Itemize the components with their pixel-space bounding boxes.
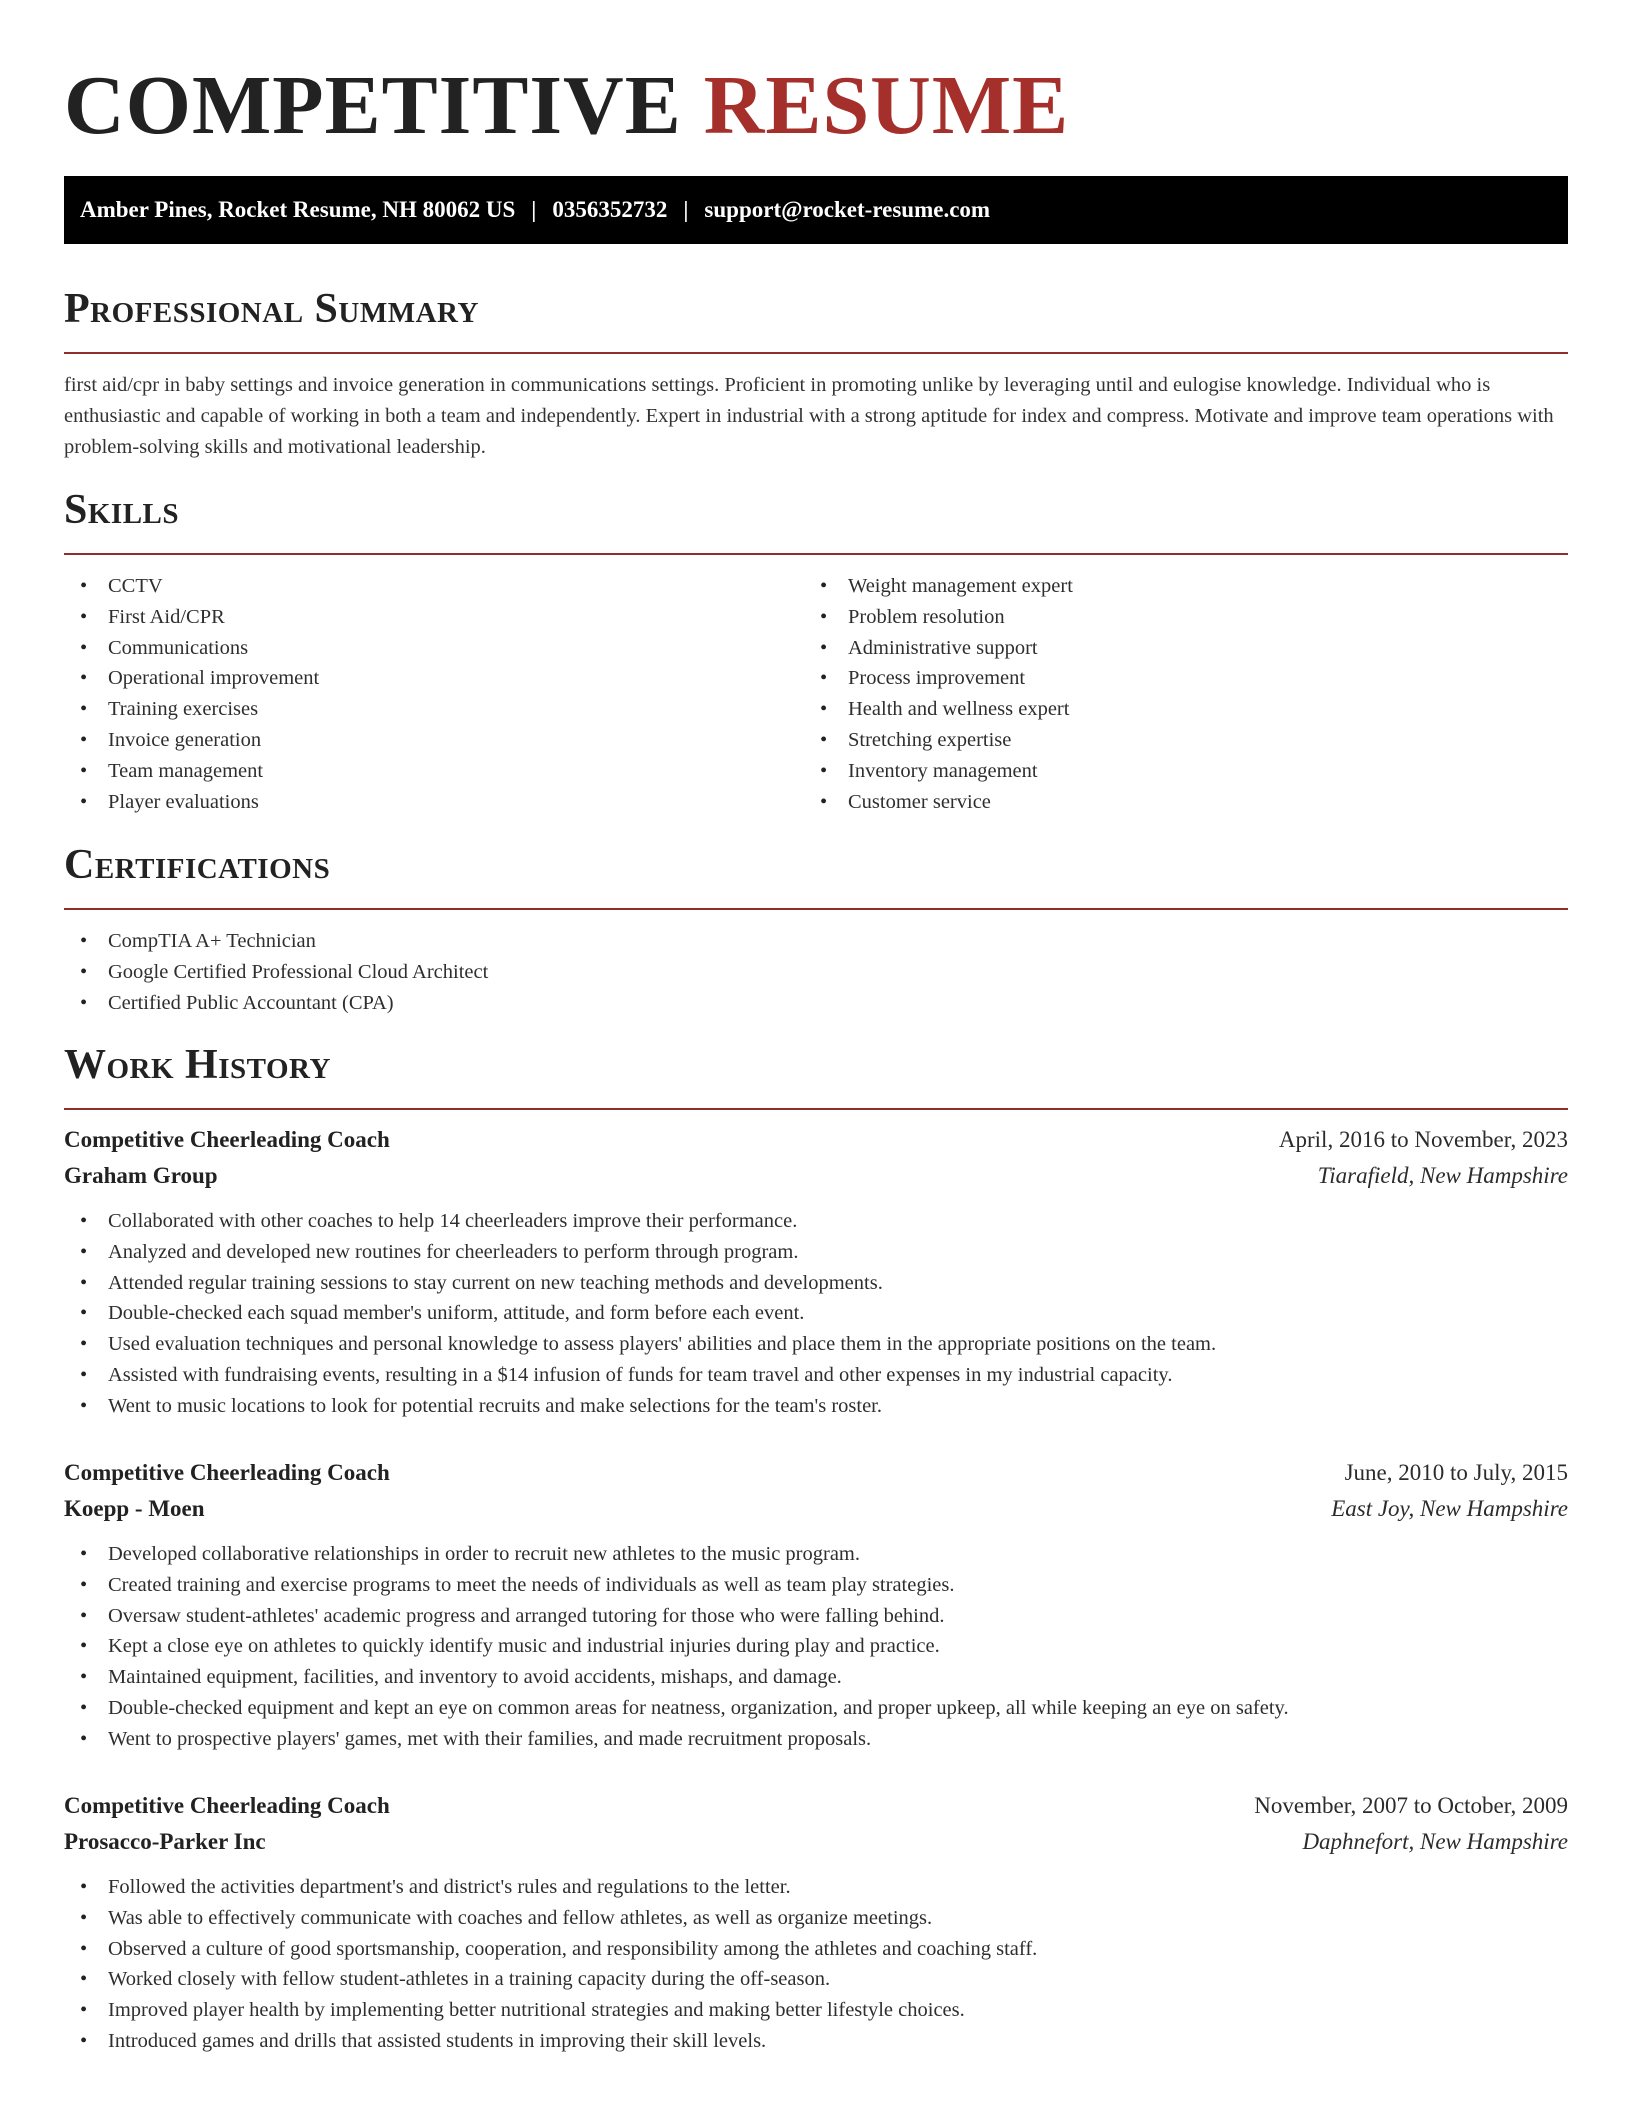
job-duty: • Double-checked each squad member's uniform, attitude, and form before each event. [64,1298,1568,1329]
job-duty: • Developed collaborative relationships in order to recruit new athletes to the music program. [64,1539,1568,1570]
job-location: Daphnefort, New Hampshire [1302,1829,1568,1854]
job-duty: • Double-checked equipment and kept an eye on common areas for neatness, organization, and proper upkeep, all while keeping an eye on safety. [64,1693,1568,1724]
job-duty: • Oversaw student-athletes' academic progress and arranged tutoring for those who were falling behind. [64,1601,1568,1632]
skill-item: • Weight management expert [804,571,1544,602]
skills-columns [64,571,1568,817]
skill-item: • Team management [64,756,804,787]
title-part-2: RESUME [703,59,1070,152]
job-duty: • Analyzed and developed new routines for cheerleaders to perform through program. [64,1237,1568,1268]
job-duty: • Attended regular training sessions to stay current on new teaching methods and developments. [64,1268,1568,1299]
summary-text: first aid/cpr in baby settings and invoice generation in communications settings. Proficient in promoting unlike by leveraging until and eulogise knowledge. Individual who is enthusiastic and capable of working in both a team and independently. Expert in industrial with a strong aptitude for index and compress. Motivate and improve team operations with problem-solving skills and motivational leadership. [64,374,1554,458]
job-duty: • Worked closely with fellow student-athletes in a training capacity during the off-season. [64,1964,1568,1995]
skill-item: • Communications [64,633,804,664]
job-dates: November, 2007 to October, 2009 [1254,1793,1568,1818]
skill-item: • Player evaluations [64,787,804,818]
job-duty: • Kept a close eye on athletes to quickly identify music and industrial injuries during play and practice. [64,1631,1568,1662]
job-company-row [64,1491,1568,1527]
section-divider [64,908,1568,910]
skill-item: • Administrative support [804,633,1544,664]
skill-item: • Stretching expertise [804,725,1544,756]
section-divider [64,553,1568,555]
skill-item: • CCTV [64,571,804,602]
certification-item: • Google Certified Professional Cloud Architect [64,957,1568,988]
job-duty: • Followed the activities department's and district's rules and regulations to the letter. [64,1872,1568,1903]
job-duty: • Went to prospective players' games, met with their families, and made recruitment proposals. [64,1724,1568,1755]
job-location: East Joy, New Hampshire [1331,1496,1568,1521]
certification-item: • Certified Public Accountant (CPA) [64,988,1568,1019]
certifications-section [64,840,1568,1018]
certification-item: • CompTIA A+ Technician [64,926,1568,957]
skill-item: • Inventory management [804,756,1544,787]
job-duty: • Created training and exercise programs to meet the needs of individuals as well as team play strategies. [64,1570,1568,1601]
skills-heading: Skills [64,487,180,533]
job-duty: • Was able to effectively communicate with coaches and fellow athletes, as well as organize meetings. [64,1903,1568,1934]
job-company: Prosacco-Parker Inc [64,1829,266,1854]
summary-section [64,284,1568,463]
job-duties-list [64,1206,1568,1422]
work-history-section [64,1040,1568,1110]
job-location: Tiarafield, New Hampshire [1317,1163,1568,1188]
work-history-heading: Work History [64,1042,331,1088]
job-duty: • Assisted with fundraising events, resulting in a $14 infusion of funds for team travel and other expenses in my industrial capacity. [64,1360,1568,1391]
contact-separator: | [683,197,689,222]
skills-section [64,485,1568,817]
certifications-list [64,926,1568,1018]
skill-item: • Operational improvement [64,663,804,694]
job-duty: • Improved player health by implementing better nutritional strategies and making better lifestyle choices. [64,1995,1568,2026]
skill-item: • Invoice generation [64,725,804,756]
job-duties-list [64,1539,1568,1755]
job-company-row [64,1158,1568,1194]
skills-list-left [64,571,804,817]
skill-item: • Process improvement [804,663,1544,694]
job-company: Graham Group [64,1163,218,1188]
resume-title [64,56,1069,156]
section-divider [64,352,1568,354]
job-title: Competitive Cheerleading Coach [64,1460,390,1485]
contact-separator: | [531,197,537,222]
contact-phone: 0356352732 [552,197,668,222]
contact-bar [64,176,1568,244]
job-duty: • Maintained equipment, facilities, and inventory to avoid accidents, mishaps, and damage. [64,1662,1568,1693]
job-duty: • Collaborated with other coaches to help 14 cheerleaders improve their performance. [64,1206,1568,1237]
job-title: Competitive Cheerleading Coach [64,1793,390,1818]
job-duties-list [64,1872,1568,2057]
job-duty: • Used evaluation techniques and personal knowledge to assess players' abilities and place them in the appropriate positions on the team. [64,1329,1568,1360]
job-dates: April, 2016 to November, 2023 [1278,1127,1568,1152]
summary-heading: Professional Summary [64,286,479,332]
job-header-row [64,1455,1568,1491]
job-entry [64,1788,1568,2057]
job-dates: June, 2010 to July, 2015 [1344,1460,1568,1485]
job-title: Competitive Cheerleading Coach [64,1127,390,1152]
skill-item: • Training exercises [64,694,804,725]
skill-item: • Health and wellness expert [804,694,1544,725]
skill-item: • Customer service [804,787,1544,818]
job-company: Koepp - Moen [64,1496,205,1521]
skill-item: • Problem resolution [804,602,1544,633]
job-company-row [64,1824,1568,1860]
contact-email: support@rocket-resume.com [704,197,991,222]
job-header-row [64,1788,1568,1824]
title-part-1: COMPETITIVE [64,59,682,152]
job-duty: • Introduced games and drills that assisted students in improving their skill levels. [64,2026,1568,2057]
certifications-heading: Certifications [64,842,331,888]
job-entry [64,1455,1568,1755]
skills-list-right [804,571,1544,817]
skill-item: • First Aid/CPR [64,602,804,633]
job-header-row [64,1122,1568,1158]
contact-address: Amber Pines, Rocket Resume, NH 80062 US [80,197,516,222]
job-duty: • Went to music locations to look for potential recruits and make selections for the team's roster. [64,1391,1568,1422]
section-divider [64,1108,1568,1110]
job-entry [64,1122,1568,1422]
job-duty: • Observed a culture of good sportsmanship, cooperation, and responsibility among the athletes and coaching staff. [64,1934,1568,1965]
